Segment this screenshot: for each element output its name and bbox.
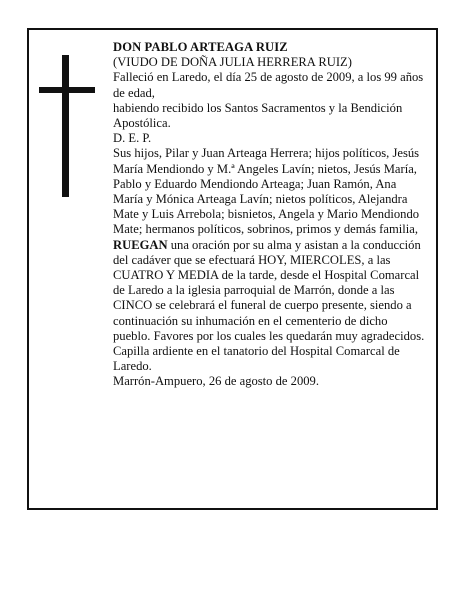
obituary-text [113, 40, 425, 390]
ruegan-word: RUEGAN [113, 237, 168, 252]
dep-line: D. E. P. [113, 131, 152, 146]
family-paragraph: Sus hijos, Pilar y Juan Arteaga Herrera; hijos políticos, Jesús María Mendiondo y M.ª Angeles Lavín; nietos, Jesús María, Pablo y Eduardo Mendiondo Arteaga; Juan Ramón, Ana María y Mónica Arteaga Lavín; nietos políticos, Alejandra Mate y Luis Arrebola; bisnietos, Angela y Mario Mendiondo Mate; hermanos políticos, sobrinos, primos y demás familia, [113, 146, 420, 237]
death-line: Falleció en Laredo, el día 25 de agosto de 2009, a los 99 años de edad, [113, 70, 424, 100]
cross-horizontal-bar [39, 87, 95, 93]
request-text: una oración por su alma y asistan a la conducción del cadáver que se efectuará HOY, MIERCOLES, a las CUATRO Y MEDIA de la tarde, desde el Hospital Comarcal de Laredo a la iglesia parroquial de Marrón, donde a las CINCO se celebrará el funeral de cuerpo presente, siendo a continuación su inhumación en el cementerio de dicho pueblo. Favores por los cuales les quedarán muy agradecidos. Capilla ardiente en el tanatorio del Hospital Comarcal de Laredo. [113, 237, 425, 374]
place-date: Marrón-Ampuero, 26 de agosto de 2009. [113, 374, 320, 389]
sacraments-line: habiendo recibido los Santos Sacramentos y la Bendición Apostólica. [113, 100, 403, 131]
widow-line: (VIUDO DE DOÑA JULIA HERRERA RUIZ) [113, 55, 352, 70]
deceased-name: DON PABLO ARTEAGA RUIZ [113, 40, 288, 54]
request-paragraph [113, 238, 425, 375]
cross-vertical-bar [62, 55, 69, 197]
